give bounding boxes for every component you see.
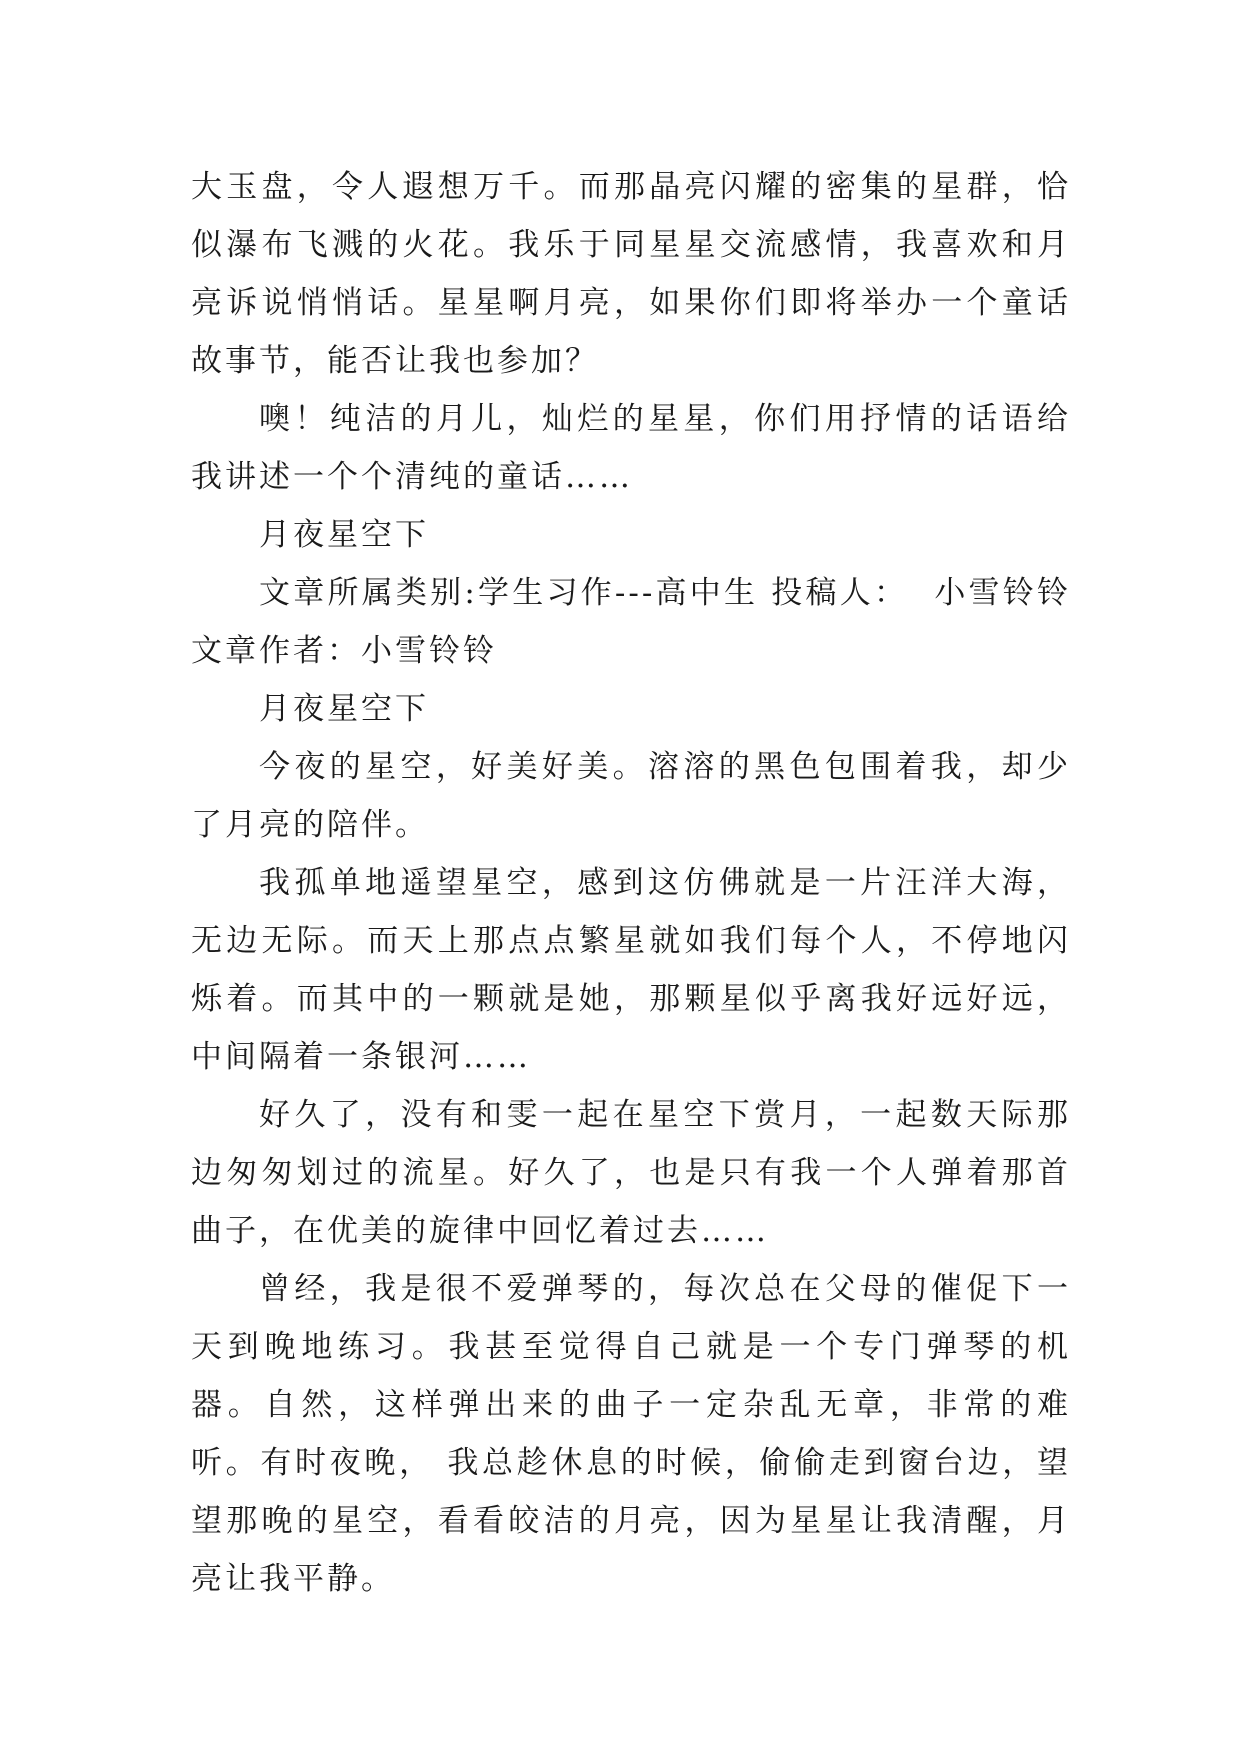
article-meta: 文章所属类别:学生习作---高中生 投稿人： 小雪铃铃文章作者：小雪铃铃: [191, 575, 1071, 669]
paragraph-1: 大玉盘，令人遐想万千。而那晶亮闪耀的密集的星群，恰似瀑布飞溅的火花。我乐于同星星交流感情，我喜欢和月亮诉说悄悄话。星星啊月亮，如果你们即将举办一个童话故事节，能否让我也参加？: [191, 169, 1071, 379]
paragraph-5: 好久了，没有和雯一起在星空下赏月，一起数天际那边匆匆划过的流星。好久了，也是只有我一个人弹着那首曲子，在优美的旋律中回忆着过去……: [191, 1097, 1071, 1249]
article-title-repeat: 月夜星空下: [259, 691, 429, 727]
paragraph-6: 曾经，我是很不爱弹琴的，每次总在父母的催促下一天到晚地练习。我甚至觉得自己就是一个专门弹琴的机器。自然，这样弹出来的曲子一定杂乱无章，非常的难听。有时夜晚， 我总趁休息的时候，偷偷走到窗台边，望望那晚的星空，看看皎洁的月亮，因为星星让我清醒，月亮让我平静。: [191, 1271, 1071, 1597]
article-body: [191, 158, 1071, 1608]
paragraph-2: 噢！纯洁的月儿，灿烂的星星，你们用抒情的话语给我讲述一个个清纯的童话……: [191, 401, 1071, 495]
paragraph-3: 今夜的星空，好美好美。溶溶的黑色包围着我，却少了月亮的陪伴。: [191, 749, 1071, 843]
paragraph-4: 我孤单地遥望星空，感到这仿佛就是一片汪洋大海，无边无际。而天上那点点繁星就如我们每个人，不停地闪烁着。而其中的一颗就是她，那颗星似乎离我好远好远，中间隔着一条银河……: [191, 865, 1071, 1075]
article-title: 月夜星空下: [259, 517, 429, 553]
